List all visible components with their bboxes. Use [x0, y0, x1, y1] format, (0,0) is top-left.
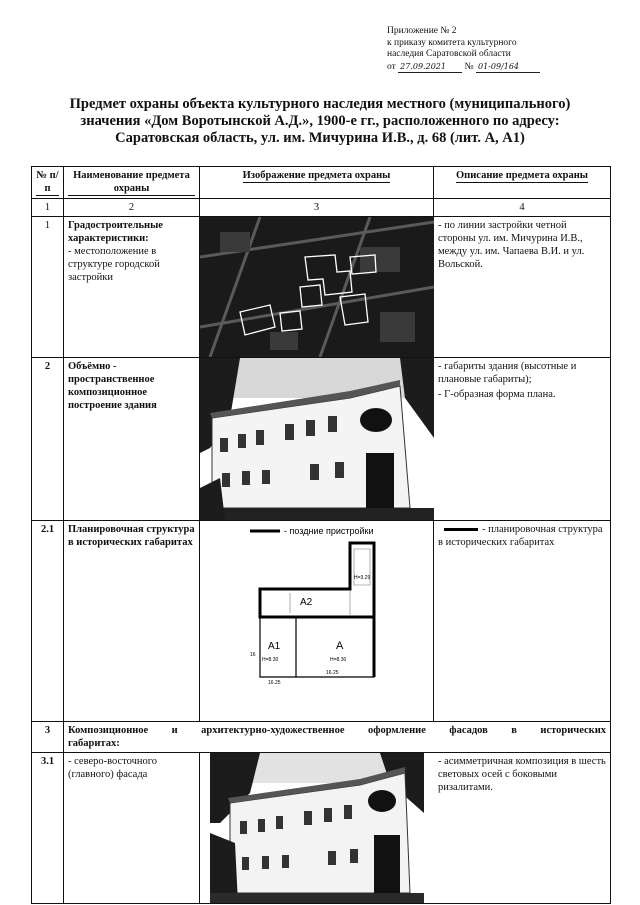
svg-text:16.25: 16.25 [268, 680, 281, 686]
svg-text:А2: А2 [300, 597, 313, 608]
floor-plan-drawing [200, 521, 434, 722]
number-value: 01-09/164 [476, 61, 540, 74]
row-number: 3.1 [32, 753, 64, 904]
table-header-row [32, 167, 611, 199]
table-row [32, 722, 611, 753]
col-number: 4 [434, 199, 611, 217]
section-heading-line: габаритах: [68, 738, 120, 749]
header-image: Изображение предмета охраны [200, 167, 434, 199]
number-prefix: № [464, 61, 474, 72]
date-prefix: от [387, 61, 396, 72]
row-name [64, 217, 200, 358]
col-number: 2 [64, 199, 200, 217]
column-number-row [32, 199, 611, 217]
svg-text:Н=3.29: Н=3.29 [354, 575, 371, 581]
row-number: 3 [32, 722, 64, 753]
row-name-rest: - местоположение в структуре городской застройки [68, 246, 160, 283]
appendix-date-line [387, 61, 627, 74]
section-heading-line: Композиционное и архитектурно-художественное оформление фасадов в исторических [68, 725, 606, 736]
row-name: Планировочная структура в исторических габаритах [64, 521, 200, 722]
appendix-line: наследия Саратовской области [387, 49, 511, 59]
legend-historic-line [444, 528, 478, 531]
row-name: Объёмно - пространственное композиционное построение здания [64, 358, 200, 521]
appendix-line: к приказу комитета культурного [387, 37, 517, 48]
facade-photo [200, 753, 434, 904]
row-description [434, 358, 611, 521]
section-heading [64, 722, 611, 753]
row-description: - асимметричная композиция в шесть световых осей с боковыми ризалитами. [434, 753, 611, 904]
appendix-block [387, 26, 627, 73]
table-row [32, 753, 611, 904]
description-text: - планировочная структура в исторических габаритах [438, 524, 603, 548]
title-line: Саратовская область, ул. им. Мичурина И.В., д. 68 (лит. А, А1) [115, 130, 525, 146]
title-line: Предмет охраны объекта культурного наследия местного (муниципального) [69, 96, 571, 112]
svg-text:А: А [336, 640, 344, 652]
row-number: 2.1 [32, 521, 64, 722]
row-name: - северо-восточного (главного) фасада [64, 753, 200, 904]
table-row [32, 217, 611, 358]
header-num: № п/п [32, 167, 64, 199]
row-number: 2 [32, 358, 64, 521]
header-description: Описание предмета охраны [434, 167, 611, 199]
header-name: Наименование предмета охраны [64, 167, 200, 199]
svg-text:Н=8.30: Н=8.30 [330, 657, 347, 663]
row-number: 1 [32, 217, 64, 358]
row-description [434, 521, 611, 722]
document-title [22, 96, 618, 147]
svg-text:16.25: 16.25 [326, 670, 339, 676]
svg-text:А1: А1 [268, 641, 281, 652]
col-number: 3 [200, 199, 434, 217]
svg-text:16: 16 [250, 652, 256, 658]
description-line: - габариты здания (высотные и плановые габариты); [438, 361, 577, 385]
table-row [32, 521, 611, 722]
aerial-map-image [200, 217, 434, 358]
date-value: 27.09.2021 [398, 61, 462, 74]
row-description: - по линии застройки четной стороны ул. им. Мичурина И.В., между ул. им. Чапаева В.И. и ул. Вольской. [434, 217, 611, 358]
protection-table [31, 166, 611, 904]
appendix-line: Приложение № 2 [387, 26, 457, 36]
row-name-bold: Градостроительные характеристики: [68, 220, 163, 244]
description-line: - Г-образная форма плана. [438, 389, 556, 400]
building-photo [200, 358, 434, 521]
legend-late-label: - поздние пристройки [284, 526, 374, 536]
svg-text:Н=8.30: Н=8.30 [262, 657, 279, 663]
table-row [32, 358, 611, 521]
title-line: значения «Дом Воротынской А.Д.», 1900-е гг., расположенного по адресу: [80, 113, 560, 129]
col-number: 1 [32, 199, 64, 217]
